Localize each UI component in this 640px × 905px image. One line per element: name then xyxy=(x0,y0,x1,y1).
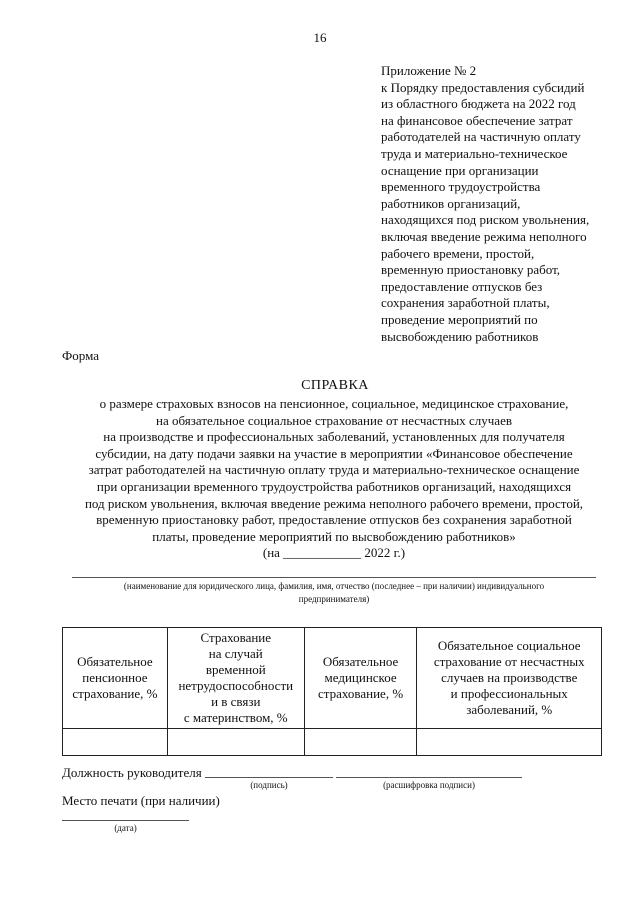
header-disability-maternity-insurance: Страхование на случай временной нетрудоспособности и в связи с материнством, % xyxy=(167,628,304,729)
table-header-row xyxy=(63,628,602,729)
appendix-line: проведение мероприятий по xyxy=(381,311,538,327)
signature-field[interactable] xyxy=(205,777,333,778)
appendix-line: временную приостановку работ, xyxy=(381,262,561,278)
appendix-line: труда и материально-техническое xyxy=(381,145,568,161)
appendix-line: рабочего времени, простой, xyxy=(381,245,535,261)
appendix-line: работодателей на частичную оплату xyxy=(381,129,581,145)
header-pension-insurance: Обязательное пенсионное страхование, % xyxy=(63,628,168,729)
subtitle-line: о размере страховых взносов на пенсионное, социальное, медицинское страхование, xyxy=(99,396,569,411)
appendix-line: сохранения заработной платы, xyxy=(381,295,550,311)
document-subtitle xyxy=(62,396,606,562)
value-medical-cell[interactable] xyxy=(304,729,417,756)
insurance-rates-table xyxy=(62,627,602,756)
appendix-line: к Порядку предоставления субсидий xyxy=(381,79,585,95)
appendix-line: высвобождению работников xyxy=(381,328,539,344)
caption-line: (наименование для юридического лица, фамилия, имя, отчество (последнее – при наличии) индивидуального xyxy=(123,581,545,591)
appendix-line: Приложение № 2 xyxy=(381,63,477,78)
position-label: Должность руководителя xyxy=(62,765,202,780)
organization-name-caption xyxy=(62,580,606,605)
header-medical-insurance: Обязательное медицинское страхование, % xyxy=(304,628,417,729)
appendix-line: работников организаций, xyxy=(381,195,521,211)
subtitle-line: платы, проведение мероприятий по высвобождению работников» xyxy=(152,528,516,544)
subtitle-line: при организации временного трудоустройства работников организаций, находящихся xyxy=(96,478,572,494)
appendix-line: находящихся под риском увольнения, xyxy=(381,212,590,228)
signature-decoding-caption: (расшифровка подписи) xyxy=(383,780,475,790)
date-caption: (дата) xyxy=(114,823,137,833)
signature-decoding-field[interactable] xyxy=(336,777,522,778)
caption-line: предпринимателя) xyxy=(298,593,370,604)
value-disability-cell[interactable] xyxy=(167,729,304,756)
subtitle-line: на производстве и профессиональных заболеваний, установленных для получателя xyxy=(103,429,565,445)
page-number: 16 xyxy=(313,30,327,45)
document-title: СПРАВКА xyxy=(301,378,369,393)
subtitle-line: затрат работодателей на частичную оплату труда и материально-техническое оснащение xyxy=(88,462,580,478)
appendix-line: временного трудоустройства xyxy=(381,179,541,195)
subtitle-line: под риском увольнения, включая введение режима неполного рабочего времени, простой, xyxy=(84,495,584,511)
value-accident-cell[interactable] xyxy=(417,729,602,756)
signature-caption: (подпись) xyxy=(250,780,288,790)
appendix-line: предоставление отпусков без xyxy=(381,278,543,294)
appendix-line: оснащение при организации xyxy=(381,162,539,178)
value-pension-cell[interactable] xyxy=(63,729,168,756)
appendix-line: на финансовое обеспечение затрат xyxy=(381,112,573,128)
subtitle-line: на обязательное социальное страхование от несчастных случаев xyxy=(156,412,512,428)
organization-name-field[interactable] xyxy=(72,577,596,578)
appendix-reference xyxy=(381,63,626,345)
seal-label: Место печати (при наличии) xyxy=(62,793,220,808)
header-accident-insurance: Обязательное социальное страхование от несчастных случаев на производстве и профессиональных заболеваний, % xyxy=(417,628,602,729)
form-label: Форма xyxy=(62,348,99,363)
table-row xyxy=(63,729,602,756)
subtitle-line: временную приостановку работ, предоставление отпусков без сохранения заработной xyxy=(96,512,572,528)
appendix-line: включая введение режима неполного xyxy=(381,228,587,244)
subtitle-line: субсидии, на дату подачи заявки на участие в мероприятии «Финансовое обеспечение xyxy=(95,445,573,461)
report-date-line: (на ____________ 2022 г.) xyxy=(262,545,406,561)
appendix-line: из областного бюджета на 2022 год xyxy=(381,96,576,112)
date-field[interactable] xyxy=(62,820,189,821)
